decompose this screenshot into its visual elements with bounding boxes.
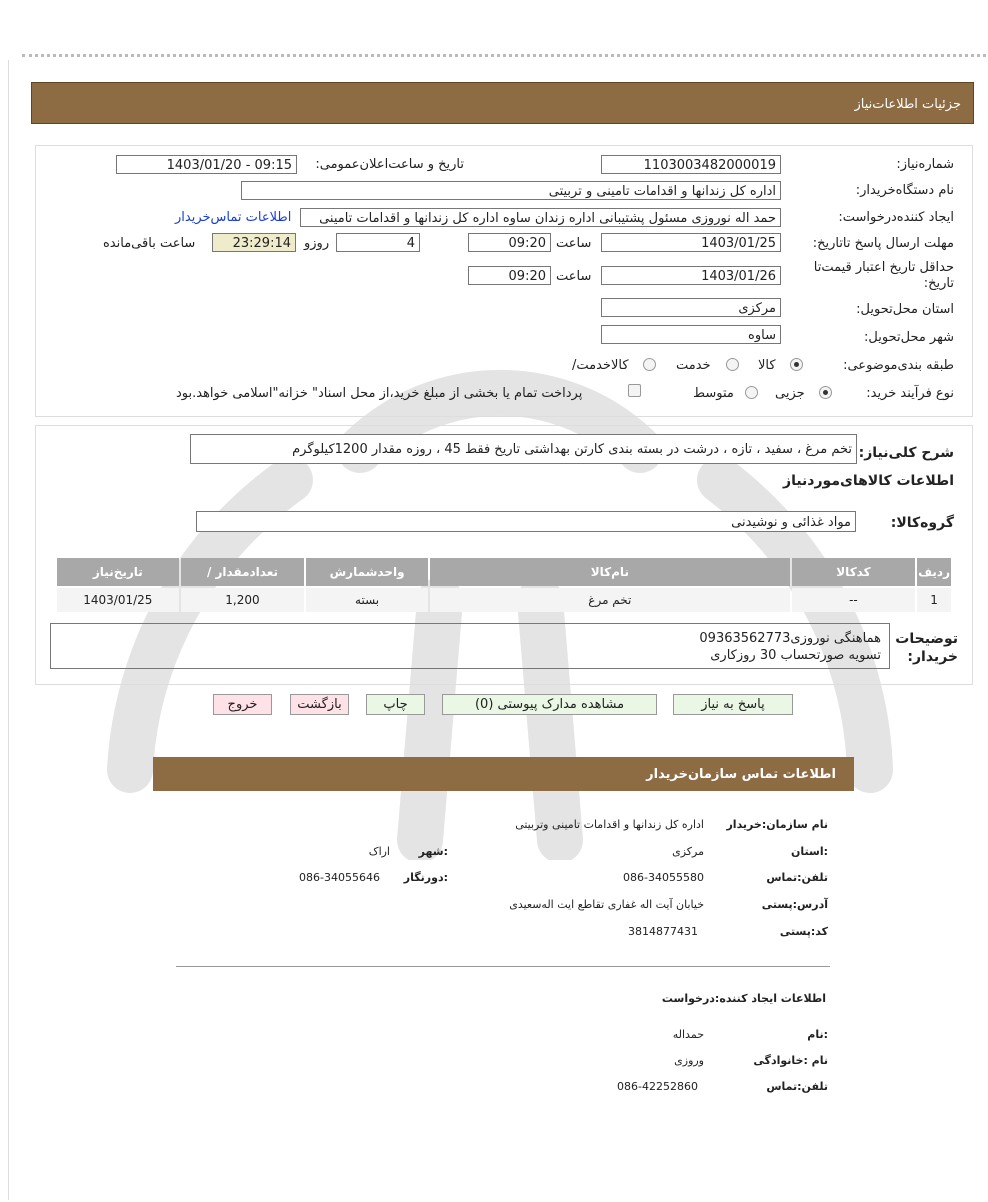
buyer-notes-line2: تسویه صورتحساب 30 روزکاری <box>710 648 881 663</box>
contact-address-label: آدرس:پستی <box>761 898 828 911</box>
description-label: شرح کلی‌نیاز: <box>858 445 954 461</box>
deadline-time-label: ساعت <box>556 236 592 251</box>
contact-org-label: نام سازمان:خریدار <box>726 818 828 831</box>
process-type-label: نوع فرآیند خرید: <box>866 386 954 401</box>
need-number-field: 1103003482000019 <box>601 155 781 174</box>
buyer-contact-link[interactable]: اطلاعات تماس‌خریدار <box>175 210 292 225</box>
creator-phone-label: تلفن:تماس <box>766 1080 828 1093</box>
days-label: روزو <box>304 236 330 251</box>
treasury-payment-checkbox[interactable] <box>628 384 641 397</box>
creator-family-label: نام :خانوادگی <box>753 1054 828 1067</box>
validity-date-field: 1403/01/26 <box>601 266 781 285</box>
back-button[interactable]: بازگشت <box>290 694 349 715</box>
process-medium-label: متوسط <box>693 386 734 401</box>
category-service-label: خدمت <box>676 358 711 373</box>
left-border-line <box>8 60 9 1200</box>
creator-family-value: وروزی <box>674 1054 704 1067</box>
reply-button[interactable]: پاسخ به نیاز <box>673 694 793 715</box>
items-table-header <box>57 558 951 586</box>
delivery-city-field: ساوه <box>601 325 781 344</box>
category-goods-label: کالا <box>758 358 776 373</box>
col-quantity: تعداد‌مقدار / <box>181 558 305 586</box>
category-service-radio[interactable] <box>726 358 739 371</box>
category-goods-radio[interactable] <box>790 358 803 371</box>
creator-field: حمد اله نوروزی مسئول پشتیبانی اداره زندان ساوه اداره کل زندانها و اقدامات تامینی <box>300 208 781 227</box>
days-remaining-field: 4 <box>336 233 420 252</box>
contact-phone-value: 086-34055580 <box>623 871 704 884</box>
process-medium-radio[interactable] <box>745 386 758 399</box>
buyer-contact-title: اطلاعات تماس سازمان‌خریدار <box>646 767 836 782</box>
description-field: تخم مرغ ، سفید ، تازه ، درشت در بسته بندی کارتن بهداشتی تاریخ فقط 45 ، روزه مقدار 1200کیلوگرم <box>190 434 857 464</box>
contact-fax-label: :دورنگار <box>403 871 448 884</box>
contact-postal-value: 3814877431 <box>628 925 698 938</box>
deadline-time-field: 09:20 <box>468 233 551 252</box>
top-dotted-divider <box>22 54 986 57</box>
buyer-org-field: اداره کل زندانها و اقدامات تامینی و تربیتی <box>241 181 781 200</box>
treasury-payment-note: پرداخت تمام یا بخشی از مبلغ خرید،از محل اسناد" خزانه"اسلامی خواهد.بود <box>176 386 583 401</box>
category-label: طبقه بندی‌موضوعی: <box>843 358 954 373</box>
creator-name-value: حمداله <box>672 1028 704 1041</box>
validity-label: حداقل تاریخ اعتبار قیمت‌تا تاریخ: <box>813 260 954 291</box>
category-goods-service-label: کالا‌خدمت/ <box>572 358 629 373</box>
contact-city-label: :شهر <box>418 845 448 858</box>
view-documents-button[interactable]: مشاهده مدارک پیوستی (0) <box>442 694 657 715</box>
goods-info-title: اطلاعات کالاهای‌موردنیاز <box>783 473 954 489</box>
buyer-notes-line1: هماهنگی نوروزی09363562773 <box>699 631 881 646</box>
goods-group-label: گروه‌کالا: <box>890 515 954 531</box>
cell-quantity: 1,200 <box>181 588 305 612</box>
category-goods-service-radio[interactable] <box>643 358 656 371</box>
validity-time-field: 09:20 <box>468 266 551 285</box>
contact-phone-label: تلفن:تماس <box>766 871 828 884</box>
contact-org-value: اداره کل زندانها و اقدامات تامینی وتربیتی <box>515 818 704 831</box>
exit-button[interactable]: خروج <box>213 694 272 715</box>
buyer-org-label: نام دستگاه‌خریدار: <box>855 183 954 198</box>
print-button[interactable]: چاپ <box>366 694 425 715</box>
cell-row-no: 1 <box>917 588 951 612</box>
contact-province-value: مرکزی <box>672 845 704 858</box>
cell-unit: بسته <box>306 588 428 612</box>
announce-datetime-label: تاریخ و ساعت‌اعلان‌عمومی: <box>315 157 464 172</box>
col-goods-name: نام‌کالا <box>430 558 790 586</box>
contact-address-value: خیابان آیت اله غفاری تقاطع ایت اله‌سعیدی <box>509 898 704 911</box>
buyer-notes-label: توضیحات خریدار: <box>895 631 958 665</box>
contact-city-value: اراک <box>368 845 390 858</box>
contact-fax-value: 086-34055646 <box>299 871 380 884</box>
cell-goods-code: -- <box>792 588 915 612</box>
col-goods-code: کدکالا <box>792 558 915 586</box>
buyer-contact-header <box>153 757 854 791</box>
items-table <box>55 556 953 614</box>
creator-name-label: :نام <box>807 1028 828 1041</box>
process-minor-label: جزیی <box>775 386 805 401</box>
deadline-date-field: 1403/01/25 <box>601 233 781 252</box>
deadline-label: مهلت ارسال پاسخ تا‌تاریخ: <box>812 236 954 251</box>
creator-label: ایجاد کننده‌درخواست: <box>838 210 954 225</box>
buyer-notes-box <box>50 623 890 669</box>
contact-postal-label: کد:پستی <box>779 925 828 938</box>
validity-time-label: ساعت <box>556 269 592 284</box>
col-unit: واحدشمارش <box>306 558 428 586</box>
cell-need-date: 1403/01/25 <box>57 588 179 612</box>
contact-province-label: :استان <box>791 845 828 858</box>
creator-phone-value: 086-42252860 <box>617 1080 698 1093</box>
col-row-no: ردیف <box>917 558 951 586</box>
announce-datetime-field: 1403/01/20 - 09:15 <box>116 155 297 174</box>
time-remaining-label: ساعت باقی‌مانده <box>103 236 196 251</box>
delivery-city-label: شهر محل‌تحویل: <box>864 330 954 345</box>
delivery-province-field: مرکزی <box>601 298 781 317</box>
details-header-title: جزئیات اطلاعات‌نیاز <box>854 97 961 112</box>
cell-goods-name: تخم مرغ <box>430 588 790 612</box>
creator-info-title: اطلاعات ایجاد کننده‌:درخواست <box>661 992 826 1005</box>
col-need-date: تاریخ‌نیاز <box>57 558 179 586</box>
contact-divider <box>176 966 830 967</box>
delivery-province-label: استان محل‌تحویل: <box>856 302 954 317</box>
time-remaining-field: 23:29:14 <box>212 233 296 252</box>
goods-group-field: مواد غذائی و نوشیدنی <box>196 511 856 532</box>
table-row <box>57 588 951 612</box>
details-header-bar <box>31 82 974 124</box>
need-number-label: شماره‌نیاز: <box>896 157 954 172</box>
process-minor-radio[interactable] <box>819 386 832 399</box>
